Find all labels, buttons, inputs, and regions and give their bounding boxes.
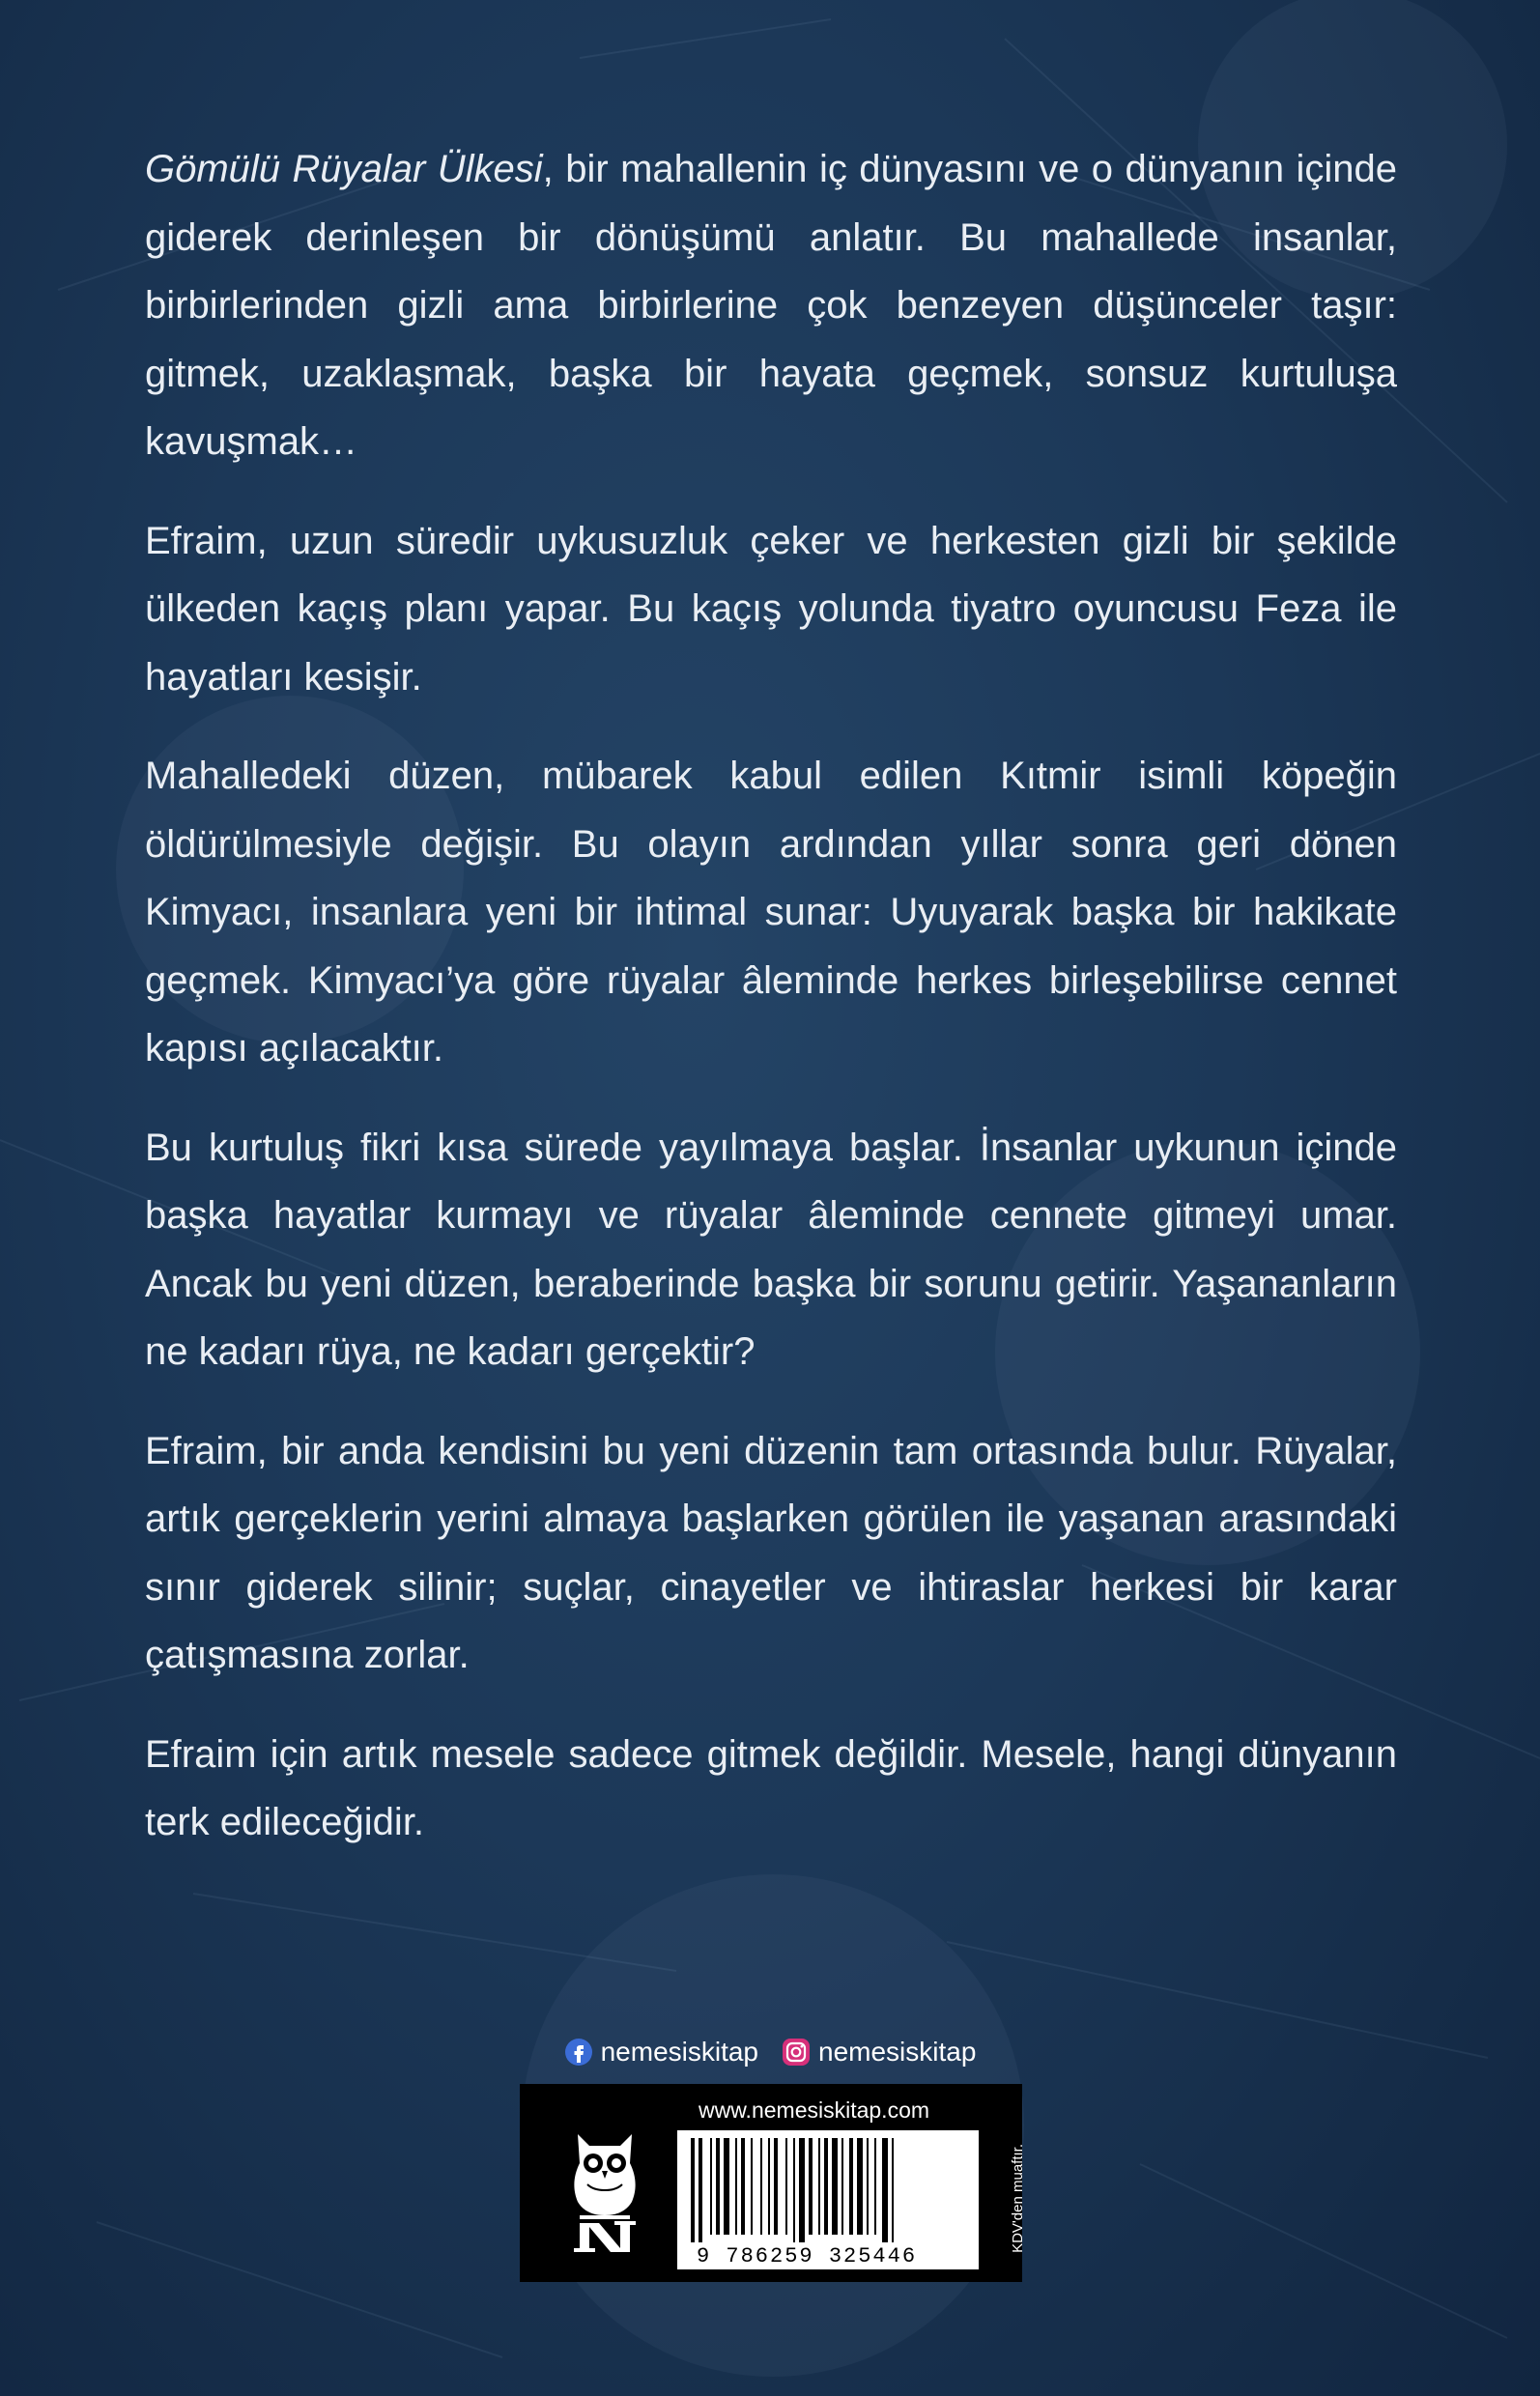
blurb-paragraph-1 <box>145 135 1397 476</box>
barcode-bar <box>892 2138 894 2242</box>
blurb-paragraph-1-text: , bir mahallenin iç dünyasını ve o dünyanın içinde giderek derinleşen bir dönüşümü anlatır. Bu mahallede insanlar, birbirlerinden gizli ama birbirlerine çok benzeyen düşünceler taşır: gitmek, uzaklaşmak, başka bir hayata geçmek, sonsuz kurtuluşa kavuşmak… <box>145 148 1397 463</box>
barcode-bar <box>849 2138 853 2235</box>
barcode-bars <box>677 2130 979 2269</box>
facebook-icon <box>564 2038 593 2067</box>
instagram-handle: nemesiskitap <box>818 2037 977 2067</box>
barcode-bar <box>841 2138 843 2235</box>
blurb-paragraph-2: Efraim, uzun süredir uykusuzluk çeker ve herkesten gizli bir şekilde ülkeden kaçış planı yapar. Bu kaçış yolunda tiyatro oyuncusu Feza ile hayatları kesişir. <box>145 519 1397 699</box>
barcode-bar <box>774 2138 778 2235</box>
barcode-bar <box>751 2138 753 2235</box>
barcode-bar <box>799 2138 805 2242</box>
blurb-paragraph-5: Efraim, bir anda kendisini bu yeni düzenin tam ortasında bulur. Rüyalar, artık gerçeklerin yerini almaya başlarken görülen ile yaşanan arasındaki sınır giderek silinir; suçlar, cinayetler ve ihtiraslar herkesi bir karar çatışmasına zorlar. <box>145 1429 1397 1676</box>
facebook-link[interactable] <box>564 2037 758 2068</box>
isbn-digits: 9 786259 325446 <box>697 2244 918 2268</box>
barcode-bar <box>857 2138 863 2235</box>
instagram-icon <box>782 2038 811 2067</box>
barcode-bar <box>809 2138 813 2235</box>
book-title: Gömülü Rüyalar Ülkesi <box>145 148 543 190</box>
vat-exempt-note: KDV'den muaftır. <box>1010 2144 1026 2253</box>
blurb-paragraph-3: Mahalledeki düzen, mübarek kabul edilen Kıtmir isimli köpeğin öldürülmesiyle değişir. Bu olayın ardından yıllar sonra geri dönen Kimyacı, insanlara yeni bir ihtimal sunar: Uyuyarak başka bir hakikate geçmek. Kimyacı’ya göre rüyalar âleminde herkes birleşebilirse cennet kapısı açılacaktır. <box>145 755 1397 1070</box>
facebook-handle: nemesiskitap <box>600 2037 758 2067</box>
barcode-bar <box>768 2138 770 2235</box>
barcode-bar <box>793 2138 795 2242</box>
barcode-bar <box>824 2138 828 2235</box>
blurb-paragraph-4: Bu kurtuluş fikri kısa sürede yayılmaya başlar. İnsanlar uykunun içinde başka hayatlar kurmayı ve rüyalar âleminde cennete gitmeyi umar. Ancak bu yeni düzen, beraberinde başka bir sorunu getirir. Yaşananların ne kadarı rüya, ne kadarı gerçektir? <box>145 1126 1397 1373</box>
barcode-bar <box>691 2138 695 2242</box>
blurb-paragraph-6: Efraim için artık mesele sadece gitmek değildir. Mesele, hangi dünyanın terk edileceğidir. <box>145 1732 1397 1843</box>
barcode-bar <box>741 2138 745 2235</box>
barcode-bar <box>874 2138 876 2235</box>
barcode-bar <box>716 2138 720 2235</box>
barcode-bar <box>832 2138 838 2235</box>
barcode <box>677 2130 979 2269</box>
barcode-bar <box>867 2138 869 2235</box>
publisher-barcode-block <box>520 2084 1026 2282</box>
barcode-bar <box>882 2138 888 2242</box>
social-links <box>0 2037 1540 2068</box>
barcode-bar <box>735 2138 737 2235</box>
barcode-bar <box>818 2138 820 2235</box>
owl-n-logo-icon <box>556 2125 653 2256</box>
barcode-bar <box>710 2138 712 2235</box>
barcode-bar <box>699 2138 702 2242</box>
barcode-bar <box>724 2138 729 2235</box>
barcode-bar <box>760 2138 762 2235</box>
barcode-bar <box>785 2138 787 2235</box>
instagram-link[interactable] <box>782 2037 976 2068</box>
publisher-website[interactable]: www.nemesiskitap.com <box>699 2097 930 2123</box>
back-cover-blurb <box>145 135 1397 1888</box>
